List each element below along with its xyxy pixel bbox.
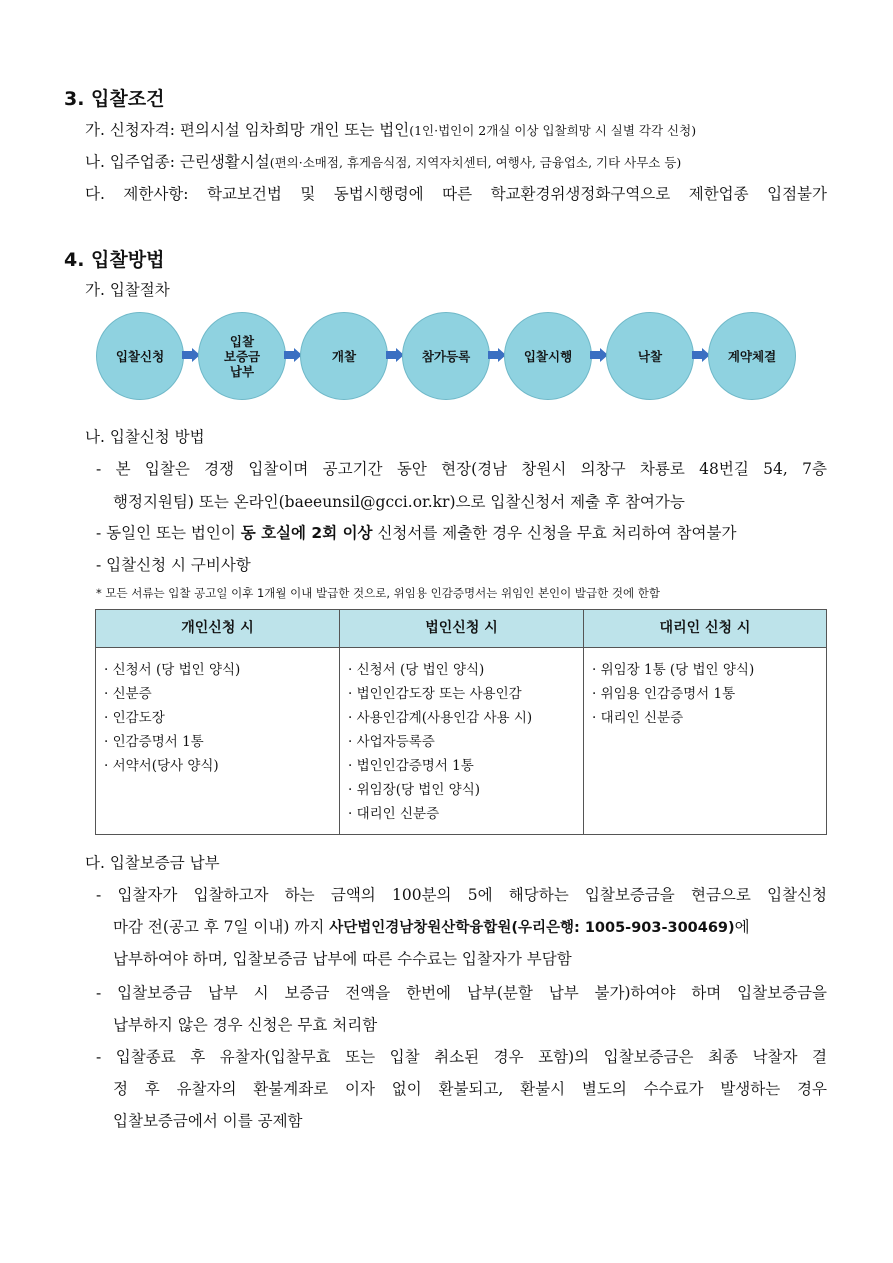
bidding-procedure-flow: [96, 312, 836, 400]
deposit-bullet-2-line1-text: - 입찰보증금 납부 시 보증금 전액을 한번에 납부(분할 납부 불가)하여야 하며 입찰보증금을: [96, 984, 827, 1002]
deposit-bullet-1-line2: [113, 915, 750, 937]
list-item: · 법인인감도장 또는 사용인감: [348, 686, 522, 702]
subsection-deposit-title: 다. 입찰보증금 납부: [85, 854, 220, 872]
condition-eligibility-note: (1인·법인이 2개실 이상 입찰희망 시 실별 각각 신청): [409, 123, 697, 138]
corporate-documents-list: [348, 658, 532, 826]
application-bullet-2: [96, 521, 736, 543]
deposit-bullet-3-line1-text: - 입찰종료 후 유찰자(입찰무효 또는 입찰 취소된 경우 포함)의 입찰보증금은 최종 낙찰자 결: [96, 1048, 827, 1066]
procedure-step: 입찰 보증금 납부: [198, 312, 286, 400]
individual-documents-list: [104, 658, 240, 778]
list-item: · 인감도장: [104, 710, 165, 726]
list-item: · 인감증명서 1통: [104, 734, 204, 750]
procedure-step: 계약체결: [708, 312, 796, 400]
list-item: · 위임장(당 법인 양식): [348, 782, 481, 798]
procedure-step: 입찰신청: [96, 312, 184, 400]
section-4-title: 4. 입찰방법: [64, 249, 165, 271]
list-item: · 법인인감증명서 1통: [348, 758, 474, 774]
list-item: · 서약서(당사 양식): [104, 758, 219, 774]
condition-business-type: [85, 150, 681, 172]
procedure-step: 입찰시행: [504, 312, 592, 400]
procedure-step: 개찰: [300, 312, 388, 400]
list-item: · 사업자등록증: [348, 734, 435, 750]
application-bullet-3: - 입찰신청 시 구비사항: [96, 556, 251, 574]
table-header-corporate: 법인신청 시: [425, 620, 498, 636]
list-item: · 신분증: [104, 686, 152, 702]
condition-business-type-note: (편의·소매점, 휴게음식점, 지역자치센터, 여행사, 금융업소, 기타 사무소 등): [269, 155, 682, 170]
table-header-row: [96, 610, 826, 648]
list-item: · 사용인감계(사용인감 사용 시): [348, 710, 533, 726]
application-bullet-2-post: 신청서를 제출한 경우 신청을 무효 처리하여 참여불가: [372, 524, 737, 542]
procedure-step: 낙찰: [606, 312, 694, 400]
section-3-title: 3. 입찰조건: [64, 88, 165, 110]
list-item: · 위임장 1통 (당 법인 양식): [592, 662, 755, 678]
table-divider: [583, 610, 584, 834]
condition-business-type-text: 나. 입주업종: 근린생활시설: [85, 153, 270, 171]
procedure-step: 참가등록: [402, 312, 490, 400]
list-item: · 대리인 신분증: [592, 710, 684, 726]
application-bullet-2-pre: - 동일인 또는 법인이: [96, 524, 241, 542]
application-bullet-1: [96, 457, 827, 479]
deposit-bullet-1-line1-text: - 입찰자가 입찰하고자 하는 금액의 100분의 5에 해당하는 입찰보증금을 현금으로 입찰신청: [96, 886, 827, 904]
deposit-bullet-2-line1: [96, 981, 827, 1003]
deposit-bullet-3-line1: [96, 1045, 827, 1067]
table-header-agent: 대리인 신청 시: [659, 620, 751, 636]
condition-restriction: [85, 182, 827, 204]
condition-eligibility: [85, 118, 696, 140]
application-footnote: * 모든 서류는 입찰 공고일 이후 1개월 이내 발급한 것으로, 위임용 인감증명서는 위임인 본인이 발급한 것에 한함: [96, 586, 661, 600]
subsection-procedure-title: 가. 입찰절차: [85, 281, 170, 299]
required-documents-table: [95, 609, 827, 835]
deposit-bullet-1-line1: [96, 883, 827, 905]
table-divider: [339, 610, 340, 834]
application-bullet-1-line1: - 본 입찰은 경쟁 입찰이며 공고기간 동안 현장(경남 창원시 의창구 차룡로 48번길 54, 7층: [96, 460, 827, 478]
deposit-bullet-2-line2: 납부하지 않은 경우 신청은 무효 처리함: [113, 1016, 378, 1034]
deposit-account-info: 사단법인경남창원산학융합원(우리은행: 1005-903-300469): [329, 920, 735, 936]
list-item: · 위임용 인감증명서 1통: [592, 686, 736, 702]
list-item: · 신청서 (당 법인 양식): [348, 662, 485, 678]
deposit-bullet-1-line3: 납부하여야 하며, 입찰보증금 납부에 따른 수수료는 입찰자가 부담함: [113, 950, 572, 968]
condition-restriction-text: 다. 제한사항: 학교보건법 및 동법시행령에 따른 학교환경위생정화구역으로 제한업종 입점불가: [85, 185, 827, 203]
deposit-bullet-3-line2: [113, 1077, 827, 1099]
condition-eligibility-text: 가. 신청자격: 편의시설 임차희망 개인 또는 법인: [85, 121, 410, 139]
list-item: · 신청서 (당 법인 양식): [104, 662, 241, 678]
list-item: · 대리인 신분증: [348, 806, 440, 822]
subsection-application-title: 나. 입찰신청 방법: [85, 428, 205, 446]
application-bullet-2-emphasis: 동 호실에 2회 이상: [240, 524, 373, 542]
application-bullet-1-line2: 행정지원팀) 또는 온라인(baeeunsil@gcci.or.kr)으로 입찰신청서 제출 후 참여가능: [113, 493, 685, 511]
table-header-individual: 개인신청 시: [181, 620, 254, 636]
deposit-bullet-1-line2-pre: 마감 전(공고 후 7일 이내) 까지: [113, 918, 330, 936]
deposit-bullet-1-line2-post: 에: [734, 918, 750, 936]
deposit-bullet-3-line3: 입찰보증금에서 이를 공제함: [113, 1112, 303, 1130]
deposit-bullet-3-line2-text: 정 후 유찰자의 환불계좌로 이자 없이 환불되고, 환불시 별도의 수수료가 발생하는 경우: [113, 1080, 827, 1098]
agent-documents-list: [592, 658, 754, 730]
